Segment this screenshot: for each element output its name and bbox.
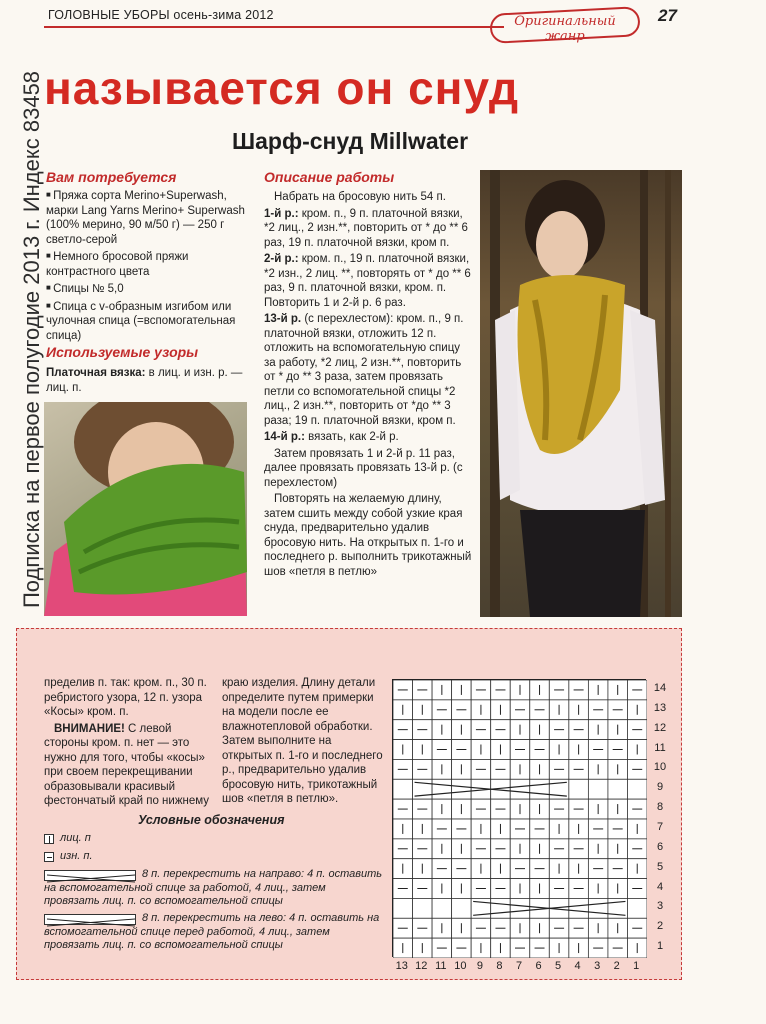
chart-cell bbox=[432, 779, 452, 799]
chart-col-label: 10 bbox=[454, 960, 467, 972]
knitting-chart bbox=[392, 679, 646, 957]
chart-row-label: 13 bbox=[653, 701, 667, 714]
chart-col-label: 9 bbox=[476, 960, 483, 972]
running-header: ГОЛОВНЫЕ УБОРЫ осень-зима 2012 bbox=[48, 8, 274, 22]
chart-col-label: 4 bbox=[574, 960, 581, 972]
chart-cell bbox=[588, 898, 608, 918]
chart-col-label: 3 bbox=[594, 960, 601, 972]
chart-row-label: 1 bbox=[656, 940, 664, 953]
chart-col-label: 13 bbox=[395, 960, 408, 972]
legend-label-cross-right: 8 п. перекрестить на направо: 4 п. оставить на вспомогательной спице за работой, 4 лиц., затем провязать лиц. п. со вспомогательной спицы bbox=[44, 868, 383, 907]
chart-cell bbox=[491, 898, 511, 918]
chart-col-label: 11 bbox=[435, 960, 447, 972]
chart-cell bbox=[608, 779, 628, 799]
patterns-heading: Используемые узоры bbox=[46, 344, 199, 360]
legend-label-knit: лиц. п bbox=[60, 832, 91, 844]
chart-cell bbox=[393, 898, 413, 918]
chart-row-label: 9 bbox=[656, 781, 664, 794]
chart-row-label: 6 bbox=[656, 840, 664, 853]
description-paragraph: Повторять на желаемую длину, затем сшить между собой узкие края снуда, предварительно удалив бросовую нить. На открытых п. 1-го и последнего р. выполнить трикотажный шов «петля в петлю» bbox=[264, 493, 472, 578]
description-paragraph: 14-й р.: вязать, как 2-й р. bbox=[264, 431, 399, 443]
chart-row-label: 3 bbox=[656, 900, 664, 913]
chart-col-label: 5 bbox=[555, 960, 562, 972]
page-title: называется он снуд bbox=[44, 62, 520, 114]
chart-row-label: 14 bbox=[653, 681, 667, 694]
photo-girl-image bbox=[44, 402, 247, 616]
patterns-text bbox=[46, 366, 250, 395]
chart-row-label: 5 bbox=[656, 860, 664, 873]
header-rule bbox=[44, 26, 504, 28]
chart-col-label: 8 bbox=[496, 960, 503, 972]
description-paragraph: Набрать на бросовую нить 54 п. bbox=[274, 191, 446, 203]
chart-row-label: 10 bbox=[653, 761, 667, 774]
chart-col-label: 1 bbox=[633, 960, 640, 972]
chart-col-label: 12 bbox=[415, 960, 428, 972]
panel-col1 bbox=[44, 676, 214, 809]
pattern-desc: в лиц. и изн. р. — лиц. п. bbox=[46, 367, 243, 394]
chart-row-label: 11 bbox=[654, 741, 666, 754]
legend-title: Условные обозначения bbox=[138, 813, 285, 827]
chart-row-label: 7 bbox=[656, 820, 664, 833]
description-body bbox=[264, 190, 472, 581]
chart-cell bbox=[627, 898, 647, 918]
chart-row-label: 8 bbox=[656, 801, 664, 814]
photo-woman-snood bbox=[480, 170, 682, 617]
pattern-name: Платочная вязка: bbox=[46, 367, 146, 379]
page-number: 27 bbox=[658, 6, 677, 25]
chart-row-label: 2 bbox=[656, 920, 664, 933]
materials-list bbox=[46, 188, 250, 345]
knit-stitch-icon bbox=[44, 834, 54, 844]
chart-cell bbox=[569, 779, 589, 799]
materials-item: ■ Пряжа сорта Merino+Superwash, марки Lang Yarns Merino+ Superwash (100% мерино, 90 м/50 г) — 250 г светло-серой bbox=[46, 188, 250, 247]
description-paragraph: Затем провязать 1 и 2-й р. 11 раз, далее провязать провязать 13-й р. (с перехлестом) bbox=[264, 447, 463, 489]
chart-cell bbox=[588, 779, 608, 799]
panel-warning: ВНИМАНИЕ! С левой стороны кром. п. нет — это нужно для того, чтобы «косы» при своем перекрещивании образовывали красивый фестончатый край по нижнему bbox=[44, 722, 210, 807]
chart-cell bbox=[413, 898, 433, 918]
chart-row-label: 12 bbox=[653, 721, 667, 734]
materials-heading: Вам потребуется bbox=[46, 169, 177, 185]
knitting-chart-grid bbox=[393, 680, 647, 958]
chart-cell bbox=[452, 779, 472, 799]
panel-col2: краю изделия. Длину детали определите путем примерки на модели после ее влажнотепловой обработки. Затем выполните на открытых п. 1-го и последнего р., предварительно удалив бросовую нить, трикотажный шов «петля в петлю». bbox=[222, 677, 383, 805]
chart-cell bbox=[452, 898, 472, 918]
photo-girl-snood bbox=[44, 402, 247, 616]
photo-woman-image bbox=[480, 170, 682, 617]
description-paragraph: 13-й р. (с перехлестом): кром. п., 9 п. платочной вязки, отложить 12 п. отложить на вспомогательную спицу за работу, *2 лиц, 2 изн.**, повторить от * до ** 3 раза, затем провязать петли со вспомогательной спицы *2 лиц., 2 изн.**, повторить от *до ** 3 раза; 19 п. платочной вязки, кром п. bbox=[264, 313, 464, 427]
subscription-note: Подписка на первое полугодие 2013 г. Индекс 83458 bbox=[19, 70, 44, 608]
purl-stitch-icon bbox=[44, 852, 54, 862]
chart-cell bbox=[627, 779, 647, 799]
chart-cell bbox=[510, 779, 530, 799]
chart-col-label: 2 bbox=[613, 960, 620, 972]
chart-col-label: 6 bbox=[535, 960, 542, 972]
description-heading: Описание работы bbox=[264, 169, 395, 185]
chart-col-label: 7 bbox=[515, 960, 523, 972]
panel-col1-text: пределив п. так: кром. п., 30 п. ребристого узора, 12 п. узора «Косы» кром. п. bbox=[44, 677, 207, 718]
chart-cell bbox=[530, 779, 550, 799]
chart-cell bbox=[569, 898, 589, 918]
chart-cell bbox=[393, 779, 413, 799]
description-paragraph: 1-й р.: кром. п., 9 п. платочной вязки, *2 лиц., 2 изн.**, повторить от * до ** 6 раз, 19 п. платочной вязки, кром п. bbox=[264, 207, 468, 249]
chart-row-label: 4 bbox=[656, 880, 664, 893]
materials-item: ■ Немного бросовой пряжи контрастного цвета bbox=[46, 249, 250, 279]
legend-label-purl: изн. п. bbox=[60, 850, 93, 862]
article-subtitle: Шарф-снуд Millwater bbox=[232, 128, 469, 154]
materials-item: ■ Спицы № 5,0 bbox=[46, 281, 250, 297]
legend-label-cross-left: 8 п. перекрестить на лево: 4 п. оставить на вспомогательной спице перед работой, 4 лиц., затем провязать лиц. п. со вспомогательной спицы bbox=[44, 912, 380, 951]
description-paragraph: 2-й р.: кром. п., 19 п. платочной вязки, *2 изн., 2 лиц. **, повторять от * до ** 6 раз, 9 п. платочной вязки, кром. п. Повторить 1 и 2-й р. 6 раз. bbox=[264, 253, 471, 309]
chart-cell bbox=[510, 898, 530, 918]
genre-label: Оригинальный жанр bbox=[514, 14, 616, 44]
materials-item: ■ Спица с v-образным изгибом или чулочная спица (=вспомогательная спица) bbox=[46, 299, 250, 344]
chart-cell bbox=[432, 898, 452, 918]
